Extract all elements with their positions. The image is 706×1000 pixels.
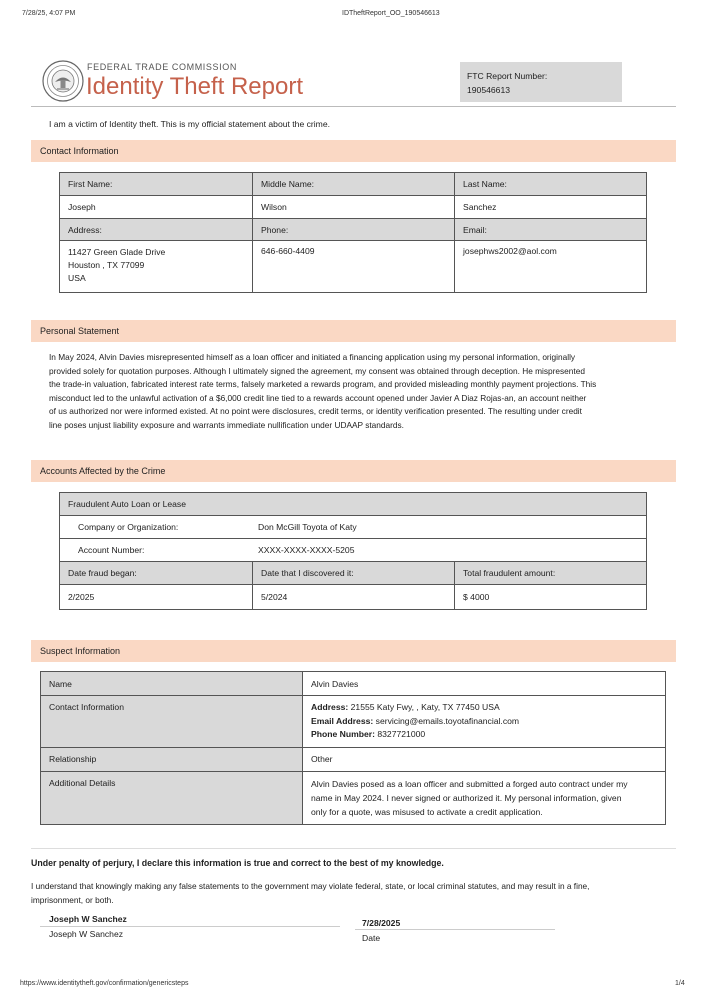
false-statement-warning — [31, 879, 681, 907]
account-number-label: Account Number: — [78, 545, 145, 555]
phone-label: Phone: — [253, 219, 455, 241]
intro-statement: I am a victim of Identity theft. This is my official statement about the crime. — [49, 119, 331, 129]
suspect-phone: 8327721000 — [377, 729, 426, 739]
print-page-number: 1/4 — [675, 980, 685, 987]
declaration-divider — [31, 848, 676, 849]
print-url: https://www.identitytheft.gov/confirmation/genericsteps — [20, 980, 189, 987]
relationship-label: Relationship — [41, 747, 303, 771]
suspect-contact-label: Contact Information — [41, 696, 303, 748]
address-line-1: 11427 Green Glade Drive — [68, 247, 166, 257]
address-line-2: Houston , TX 77099 — [68, 260, 145, 270]
additional-details-label: Additional Details — [41, 771, 303, 824]
address-label: Address: — [60, 219, 253, 241]
print-doc-title: IDTheftReport_OO_190546613 — [342, 10, 440, 17]
total-amount-label: Total fraudulent amount: — [455, 562, 647, 585]
statement-line: the trade-in valuation, fabricated interest rate terms, falsely marketed a rewards program, and provided misleading monthly payment projections. This — [49, 379, 597, 390]
company-row — [60, 516, 647, 539]
additional-details-value — [303, 771, 666, 824]
report-number: 190546613 — [467, 85, 511, 95]
last-name-label: Last Name: — [455, 173, 647, 196]
suspect-section-header: Suspect Information — [31, 640, 676, 662]
warning-line: imprisonment, or both. — [31, 895, 114, 905]
signature-bold: Joseph W Sanchez — [49, 914, 127, 924]
contact-section-header: Contact Information — [31, 140, 676, 162]
ftc-seal-icon — [42, 60, 84, 102]
warning-line: I understand that knowingly making any false statements to the government may violate federal, state, or local criminal statutes, and may result in a fine, — [31, 881, 590, 891]
statement-line: In May 2024, Alvin Davies misrepresented himself as a loan officer and initiated a financing application using my personal information, originally — [49, 352, 576, 362]
signature-line — [40, 926, 340, 927]
suspect-contact-value — [303, 696, 666, 748]
details-line: only for a quote, was misused to activate a credit application. — [311, 806, 543, 817]
date-discovered-value: 5/2024 — [253, 585, 455, 610]
report-number-label: FTC Report Number: — [467, 71, 548, 81]
company-label: Company or Organization: — [78, 522, 179, 532]
suspect-email-label: Email Address: — [311, 715, 374, 726]
perjury-declaration: Under penalty of perjury, I declare this information is true and correct to the best of my knowledge. — [31, 858, 444, 868]
signature-date: 7/28/2025 — [362, 918, 401, 928]
phone-value: 646-660-4409 — [253, 241, 455, 293]
middle-name-label: Middle Name: — [253, 173, 455, 196]
first-name-label: First Name: — [60, 173, 253, 196]
address-value — [60, 241, 253, 293]
account-number-row — [60, 539, 647, 562]
suspect-name-value: Alvin Davies — [303, 672, 666, 696]
date-discovered-label: Date that I discovered it: — [253, 562, 455, 585]
suspect-address-label: Address: — [311, 702, 349, 712]
date-began-label: Date fraud began: — [60, 562, 253, 585]
header-divider — [31, 106, 676, 107]
ftc-report-number-box — [460, 62, 622, 102]
details-line: Alvin Davies posed as a loan officer and submitted a forged auto contract under my — [311, 778, 628, 789]
personal-statement — [49, 351, 674, 433]
signer-name: Joseph W Sanchez — [49, 929, 124, 939]
statement-line: provided solely for quotation purposes. Although I ultimately signed the agreement, my consent was obtained through deception. He mispresented — [49, 365, 585, 376]
statement-line: line poses unjust liability exposure and warrants immediate nullification under UDAAP standards. — [49, 419, 404, 430]
email-value: josephws2002@aol.com — [455, 241, 647, 293]
account-type: Fraudulent Auto Loan or Lease — [60, 493, 647, 516]
first-name: Joseph — [60, 196, 253, 219]
total-amount-value: $ 4000 — [455, 585, 647, 610]
address-line-3: USA — [68, 273, 86, 283]
date-began-value: 2/2025 — [60, 585, 253, 610]
middle-name: Wilson — [253, 196, 455, 219]
last-name: Sanchez — [455, 196, 647, 219]
date-label: Date — [362, 933, 381, 943]
statement-line: misconduct led to the unlawful activation of a $6,000 credit line tied to a rewards account opened under Javier A Diaz Rojas-an, an account neither — [49, 392, 587, 403]
suspect-name-label: Name — [41, 672, 303, 696]
contact-table — [59, 172, 647, 293]
date-line — [355, 929, 555, 930]
suspect-email: servicing@emails.toyotafinancial.com — [375, 715, 520, 726]
details-line: name in May 2024. I never signed or authorized it. My personal information, given — [311, 792, 622, 803]
accounts-table — [59, 492, 647, 610]
company-value: Don McGill Toyota of Katy — [258, 522, 357, 532]
account-number-value: XXXX-XXXX-XXXX-5205 — [258, 545, 355, 555]
statement-line: of us authorized nor were informed existed. At no point were disclosures, credit terms, or identity verification presented. The resulting under credit — [49, 406, 582, 417]
report-title: Identity Theft Report — [86, 73, 304, 100]
suspect-address: 21555 Katy Fwy, , Katy, TX 77450 USA — [350, 702, 500, 712]
statement-section-header: Personal Statement — [31, 320, 676, 342]
email-label: Email: — [455, 219, 647, 241]
print-datetime: 7/28/25, 4:07 PM — [22, 10, 76, 17]
relationship-value: Other — [303, 747, 666, 771]
suspect-phone-label: Phone Number: — [311, 729, 375, 739]
suspect-table — [40, 671, 666, 825]
agency-name: FEDERAL TRADE COMMISSION — [87, 62, 237, 72]
accounts-section-header: Accounts Affected by the Crime — [31, 460, 676, 482]
